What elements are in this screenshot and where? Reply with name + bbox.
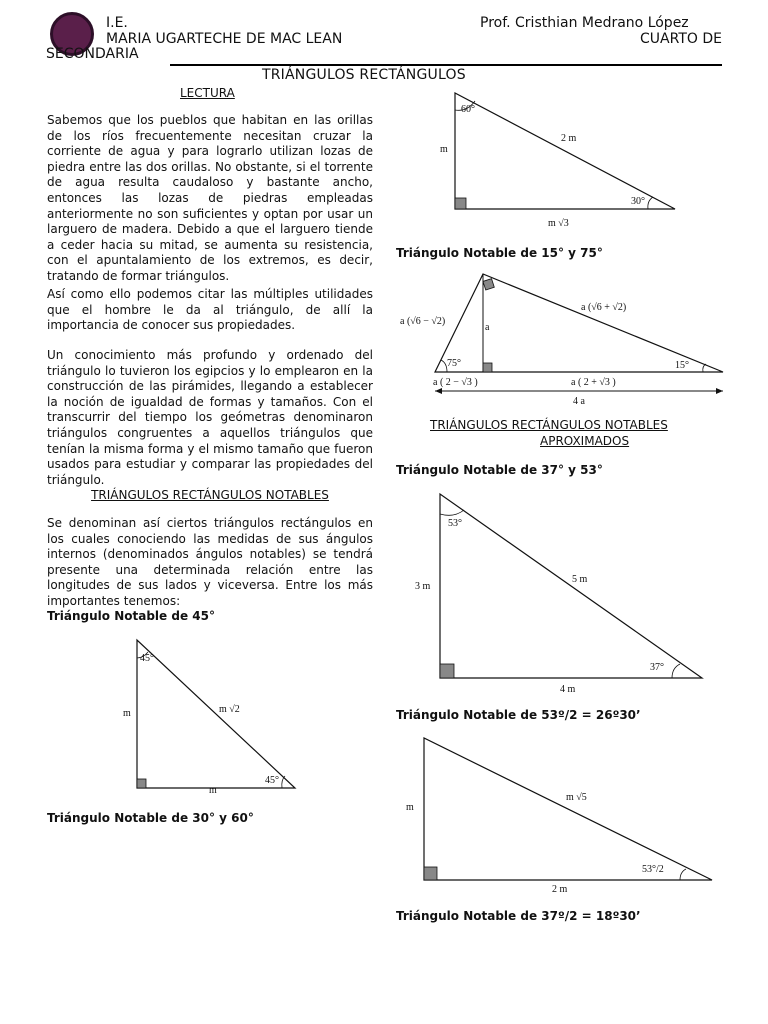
hypotenuse-label: 5 m	[572, 574, 588, 585]
caption-45: Triángulo Notable de 45°	[47, 609, 215, 623]
header-grade-line1: CUARTO DE	[640, 31, 722, 47]
angle-arc	[648, 197, 653, 209]
lectura-heading: LECTURA	[180, 86, 235, 100]
angle-right-label: 15°	[675, 360, 689, 371]
angle-right-label: 30°	[631, 196, 645, 207]
notables-paragraph: Se denominan así ciertos triángulos rectángulos en los cuales conociendo las medidas de sus ángulos internos (denominados ángulos notables) se tendrá presente una determinada relación entre las longitudes de sus lados y viceversa. Entre los más importantes tenemos:	[47, 516, 373, 608]
page-title: TRIÁNGULOS RECTÁNGULOS	[262, 67, 466, 83]
triangle-45-figure	[115, 630, 305, 795]
triangle-45-shape	[137, 640, 295, 788]
hypotenuse-label: 2 m	[561, 133, 577, 144]
base-label: m	[209, 785, 217, 795]
caption-37-2: Triángulo Notable de 37º/2 = 18º30’	[396, 909, 641, 923]
base-label: m √3	[548, 218, 569, 229]
caption-37-53: Triángulo Notable de 37° y 53°	[396, 463, 603, 477]
angle-arc	[672, 664, 680, 678]
angle-top-label: 45°	[140, 653, 154, 664]
caption-15-75: Triángulo Notable de 15° y 75°	[396, 246, 603, 260]
paragraph-2: Así como ello podemos citar las múltiples utilidades que el hombre le da al triángulo, de allí la importancia de conocer sus propiedades.	[47, 287, 373, 333]
triangle-53-2-shape	[424, 738, 712, 880]
arrow-left	[435, 388, 442, 394]
hypotenuse-label: a (√6 + √2)	[581, 302, 627, 313]
triangle-30-60-figure	[435, 88, 685, 233]
angle-arc	[680, 869, 686, 880]
caption-53-2: Triángulo Notable de 53º/2 = 26º30’	[396, 708, 641, 722]
short-side-label: a (√6 − √2)	[400, 316, 446, 327]
aprox-heading-line2: APROXIMADOS	[540, 434, 630, 448]
total-label: 4 a	[573, 396, 585, 407]
right-angle-marker	[440, 664, 454, 678]
angle-arc	[440, 510, 464, 515]
height-label: a	[485, 322, 490, 333]
leg-left-label: m	[440, 144, 448, 155]
leg-left-label: m	[123, 708, 131, 719]
right-angle-marker	[455, 198, 466, 209]
right-angle-marker	[483, 279, 494, 290]
arrow-right	[716, 388, 723, 394]
header-rule	[170, 64, 722, 66]
angle-right-label: 37°	[650, 662, 664, 673]
right-angle-marker	[483, 363, 492, 372]
aprox-heading-line1: TRIÁNGULOS RECTÁNGULOS NOTABLES	[430, 418, 668, 432]
triangle-15-75-shape	[435, 274, 723, 372]
header-school-name: MARIA UGARTECHE DE MAC LEAN	[106, 31, 343, 47]
angle-top-label: 60°	[461, 104, 475, 115]
triangle-15-75-figure	[395, 268, 730, 408]
paragraph-1: Sabemos que los pueblos que habitan en las orillas de los ríos frecuentemente necesitan cruzar la corriente de agua y para lograrlo utilizan lozas de piedra entre las dos orillas. No obstante, si el torrente de agua resulta caudaloso y bastante ancho, entonces las lozas de piedras empleadas anteriormente no son suficientes y optan por usar un larguero de madera. Debido a que el larguero tiende a ceder hacia su mitad, se aumenta su resistencia, con el apuntalamiento de los extremos, es decir, tratando de formar triángulos.	[47, 113, 373, 283]
angle-right-label: 53°/2	[642, 864, 664, 875]
base-label: 2 m	[552, 884, 568, 895]
right-angle-marker	[137, 779, 146, 788]
leg-left-label: m	[406, 802, 414, 813]
base-label: 4 m	[560, 684, 576, 695]
segment-left-label: a ( 2 − √3 )	[433, 377, 478, 388]
header-grade-line2: SECONDARIA	[46, 46, 139, 62]
triangle-37-53-shape	[440, 494, 702, 678]
angle-top-label: 53°	[448, 518, 462, 529]
angle-right-label: 45°	[265, 775, 279, 786]
triangle-30-60-shape	[455, 93, 675, 209]
right-angle-marker	[424, 867, 437, 880]
notables-heading: TRIÁNGULOS RECTÁNGULOS NOTABLES	[91, 488, 329, 502]
caption-30-60: Triángulo Notable de 30° y 60°	[47, 811, 254, 825]
header-teacher: Prof. Cristhian Medrano López	[480, 15, 689, 31]
header-ie: I.E.	[106, 15, 128, 31]
angle-left-label: 75°	[447, 358, 461, 369]
triangle-53-2-figure	[400, 734, 720, 899]
paragraph-3: Un conocimiento más profundo y ordenado del triángulo lo tuvieron los egipcios y lo emplearon en la construcción de las pirámides, llegando a establecer la noción de igualdad de formas y tamaños. Con el transcurrir del tiempo los geómetras denominaron triángulos congruentes a aquellos triángulos que tenían la misma forma y el mismo tamaño que fueron usados para estudiar y comparar las propiedades del triángulo.	[47, 348, 373, 487]
hypotenuse-label: m √5	[566, 792, 587, 803]
hypotenuse-label: m √2	[219, 704, 240, 715]
triangle-37-53-figure	[410, 488, 710, 698]
leg-left-label: 3 m	[415, 581, 431, 592]
segment-right-label: a ( 2 + √3 )	[571, 377, 616, 388]
